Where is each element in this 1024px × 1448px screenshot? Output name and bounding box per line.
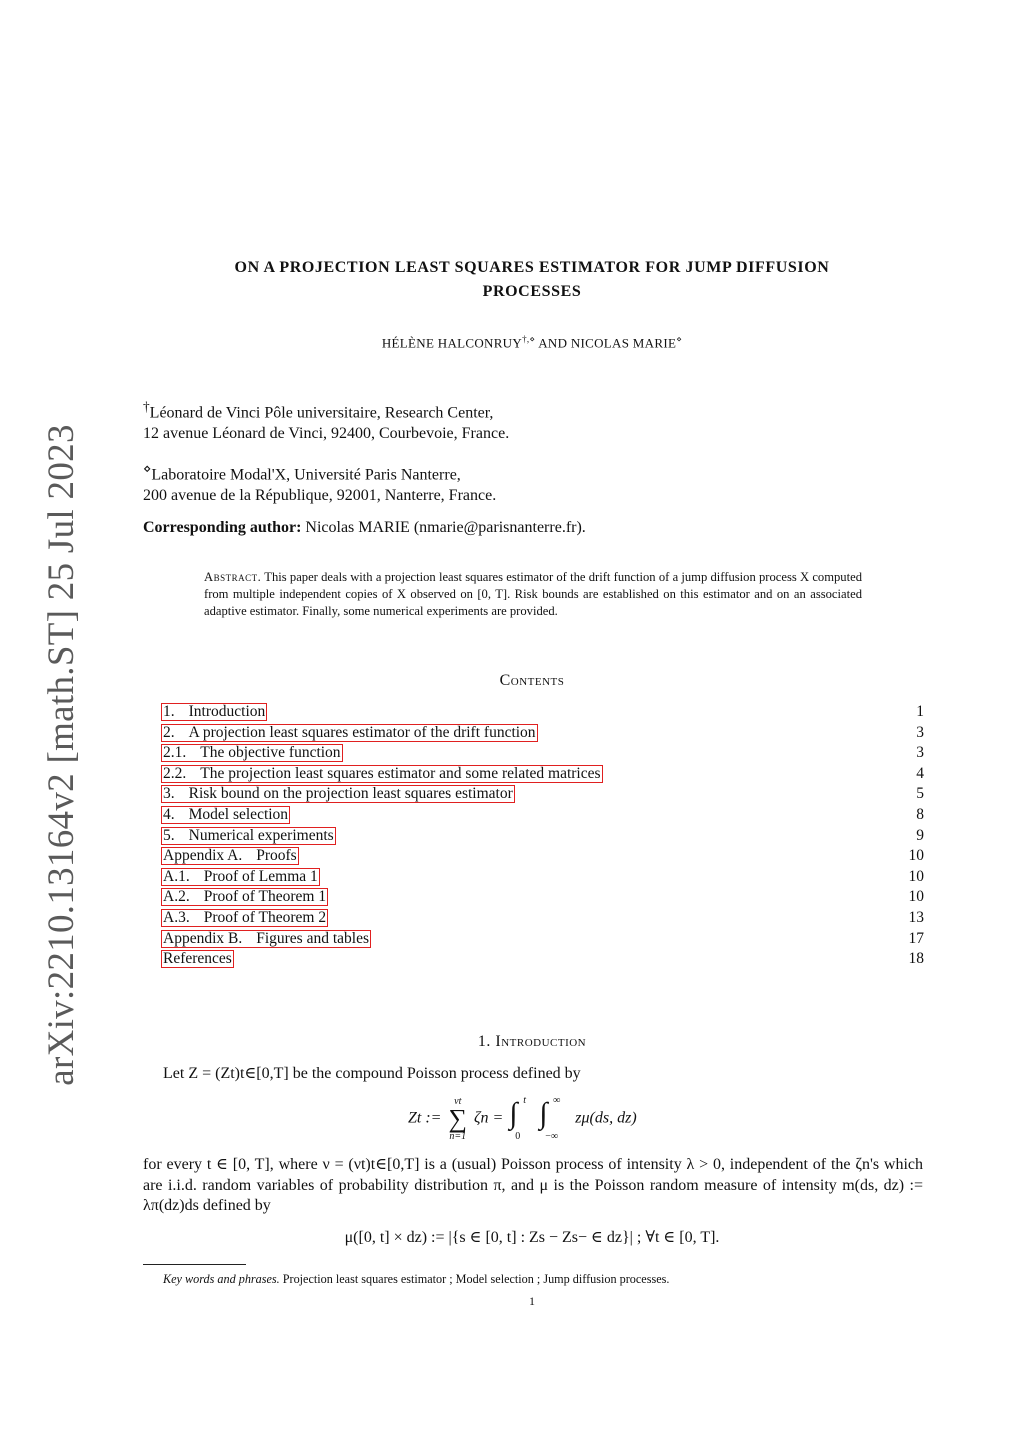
toc-row [161, 908, 924, 929]
affiliation-2-line-2: 200 avenue de la République, 92001, Nanterre, France. [143, 487, 497, 505]
toc-row [161, 867, 924, 888]
toc-number: A.3. [163, 908, 190, 926]
author-2-name: NICOLAS MARIE [570, 335, 677, 351]
toc-page-number: 10 [908, 867, 924, 885]
toc-number: Appendix A. [163, 847, 243, 865]
eq1-rhs: zμ(ds, dz) [575, 1109, 637, 1127]
integral-symbol: ∫ t 0 [509, 1095, 527, 1142]
integral-lower-limit: 0 [515, 1131, 521, 1142]
toc-label: Proof of Theorem 2 [203, 908, 327, 926]
toc-label: Risk bound on the projection least squares estimator [188, 785, 513, 803]
integral-upper-limit: t [523, 1095, 527, 1106]
toc-label: Introduction [188, 703, 266, 720]
toc-link-appendix-a[interactable] [161, 847, 299, 865]
page-number: 1 [529, 1294, 535, 1308]
toc-row [161, 764, 924, 785]
affiliation-1 [143, 396, 843, 444]
affiliation-1-mark: † [143, 399, 150, 414]
toc-page-number: 4 [916, 764, 924, 782]
sum-lower-limit: n=1 [449, 1131, 467, 1142]
toc-link-section-4[interactable] [161, 806, 290, 824]
footnote-divider [143, 1264, 246, 1265]
integral-upper-limit: ∞ [553, 1095, 561, 1106]
affiliation-2-mark: ⋄ [143, 461, 152, 476]
affiliation-2 [143, 458, 843, 506]
toc-label: The objective function [200, 744, 341, 762]
toc-row [161, 846, 924, 867]
table-of-contents [161, 702, 924, 970]
authors-connector: AND [535, 335, 571, 351]
equation-poisson-random-measure: μ([0, t] × dz) := |{s ∈ [0, t] : Zs − Zs− ∈ dz}| ; ∀t ∈ [0, T]. [344, 1229, 720, 1246]
toc-link-section-2-2[interactable] [161, 765, 603, 783]
toc-row [161, 949, 924, 970]
intro-first-line: Let Z = (Zt)t∈[0,T] be the compound Poisson process defined by [163, 1065, 581, 1082]
author-1-marks: †,⋄ [522, 334, 536, 344]
toc-link-section-5[interactable] [161, 827, 336, 845]
toc-page-number: 3 [916, 723, 924, 741]
toc-link-appendix-a-2[interactable] [161, 888, 328, 906]
sum-upper-limit: νt [454, 1096, 462, 1107]
toc-page-number: 17 [908, 929, 924, 947]
toc-number: A.2. [163, 888, 190, 906]
arxiv-identifier-stamp: arXiv:2210.13164v2 [math.ST] 25 Jul 2023 [41, 424, 82, 1086]
summation-symbol: νt ∑ n=1 [448, 1096, 468, 1142]
section-heading-introduction: 1. Introduction [477, 1033, 587, 1050]
toc-page-number: 3 [916, 744, 924, 762]
toc-page-number: 18 [908, 950, 924, 968]
toc-label: Proof of Lemma 1 [203, 867, 318, 885]
contents-heading: Contents [499, 672, 565, 689]
toc-row [161, 929, 924, 950]
toc-row [161, 805, 924, 826]
toc-label: References [163, 950, 232, 968]
eq1-mid: ζn = [474, 1109, 504, 1127]
paper-title [140, 256, 924, 304]
toc-page-number: 9 [916, 826, 924, 844]
toc-number: 2.1. [163, 744, 187, 762]
toc-link-section-2-1[interactable] [161, 744, 343, 762]
title-line-1: ON A PROJECTION LEAST SQUARES ESTIMATOR FOR JUMP DIFFUSION [234, 259, 830, 276]
toc-page-number: 10 [908, 847, 924, 865]
toc-link-references[interactable] [161, 950, 234, 968]
toc-label: Figures and tables [256, 929, 370, 947]
author-2-marks: ⋄ [676, 334, 683, 344]
equation-compound-poisson [408, 1095, 637, 1143]
toc-label: Proofs [256, 847, 297, 865]
keywords-label: Key words and phrases. [163, 1272, 280, 1286]
abstract [204, 569, 862, 620]
toc-row [161, 826, 924, 847]
affiliation-2-line-1: Laboratoire Modal'X, Université Paris Nanterre, [151, 466, 461, 484]
toc-number: Appendix B. [163, 929, 243, 947]
corresponding-author-text: Nicolas MARIE (nmarie@parisnanterre.fr). [301, 519, 586, 536]
intro-paragraph: for every t ∈ [0, T], where ν = (νt)t∈[0,T] is a (usual) Poisson process of intensity λ > 0, independent of the ζn's which are i.i.d. random variables of probability distribution π, and μ is the Poisson random measure of intensity m(ds, dz) := λπ(dz)ds defined by [143, 1156, 923, 1214]
toc-link-appendix-b[interactable] [161, 930, 371, 948]
abstract-text: This paper deals with a projection least squares estimator of the drift function of a jump diffusion process X computed from multiple independent copies of X observed on [0, T]. Risk bounds are established on this estimator and on an associated adaptive estimator. Finally, some numerical experiments are provided. [204, 570, 862, 618]
toc-row [161, 723, 924, 744]
authors [140, 334, 924, 351]
integral-lower-limit: −∞ [545, 1131, 559, 1142]
integral-symbol: ∫ ∞ −∞ [539, 1095, 561, 1142]
toc-link-appendix-a-3[interactable] [161, 909, 328, 927]
toc-number: 2. [163, 723, 175, 741]
toc-number: 2.2. [163, 764, 187, 782]
toc-link-introduction[interactable] [161, 703, 267, 721]
toc-number: A.1. [163, 867, 190, 885]
toc-row [161, 784, 924, 805]
toc-label: Proof of Theorem 1 [203, 888, 327, 906]
toc-link-section-2[interactable] [161, 724, 538, 742]
author-1-name: HÉLÈNE HALCONRUY [381, 335, 523, 351]
toc-row [161, 702, 924, 723]
toc-page-number: 1 [916, 703, 924, 720]
toc-number: 3. [163, 785, 175, 803]
toc-label: Numerical experiments [188, 826, 334, 844]
toc-row [161, 887, 924, 908]
corresponding-author-label: Corresponding author: [143, 519, 302, 536]
keywords-text: Projection least squares estimator ; Model selection ; Jump diffusion processes. [279, 1272, 670, 1286]
toc-page-number: 13 [908, 908, 924, 926]
toc-label: The projection least squares estimator and some related matrices [200, 764, 601, 782]
corresponding-author [143, 519, 586, 537]
footnote-keywords [163, 1272, 669, 1287]
toc-link-appendix-a-1[interactable] [161, 868, 320, 886]
toc-page-number: 10 [908, 888, 924, 906]
toc-link-section-3[interactable] [161, 785, 515, 803]
toc-row [161, 743, 924, 764]
toc-number: 5. [163, 826, 175, 844]
eq1-lhs: Zt := [408, 1109, 442, 1127]
toc-number: 4. [163, 805, 175, 823]
affiliation-1-line-2: 12 avenue Léonard de Vinci, 92400, Courbevoie, France. [143, 425, 510, 443]
toc-page-number: 8 [916, 805, 924, 823]
abstract-label: Abstract. [204, 570, 262, 584]
title-line-2: PROCESSES [482, 283, 582, 300]
affiliation-1-line-1: Léonard de Vinci Pôle universitaire, Research Center, [149, 404, 494, 422]
toc-label: A projection least squares estimator of the drift function [188, 723, 536, 741]
toc-label: Model selection [188, 805, 289, 823]
toc-page-number: 5 [916, 785, 924, 803]
toc-number: 1. [163, 703, 175, 720]
